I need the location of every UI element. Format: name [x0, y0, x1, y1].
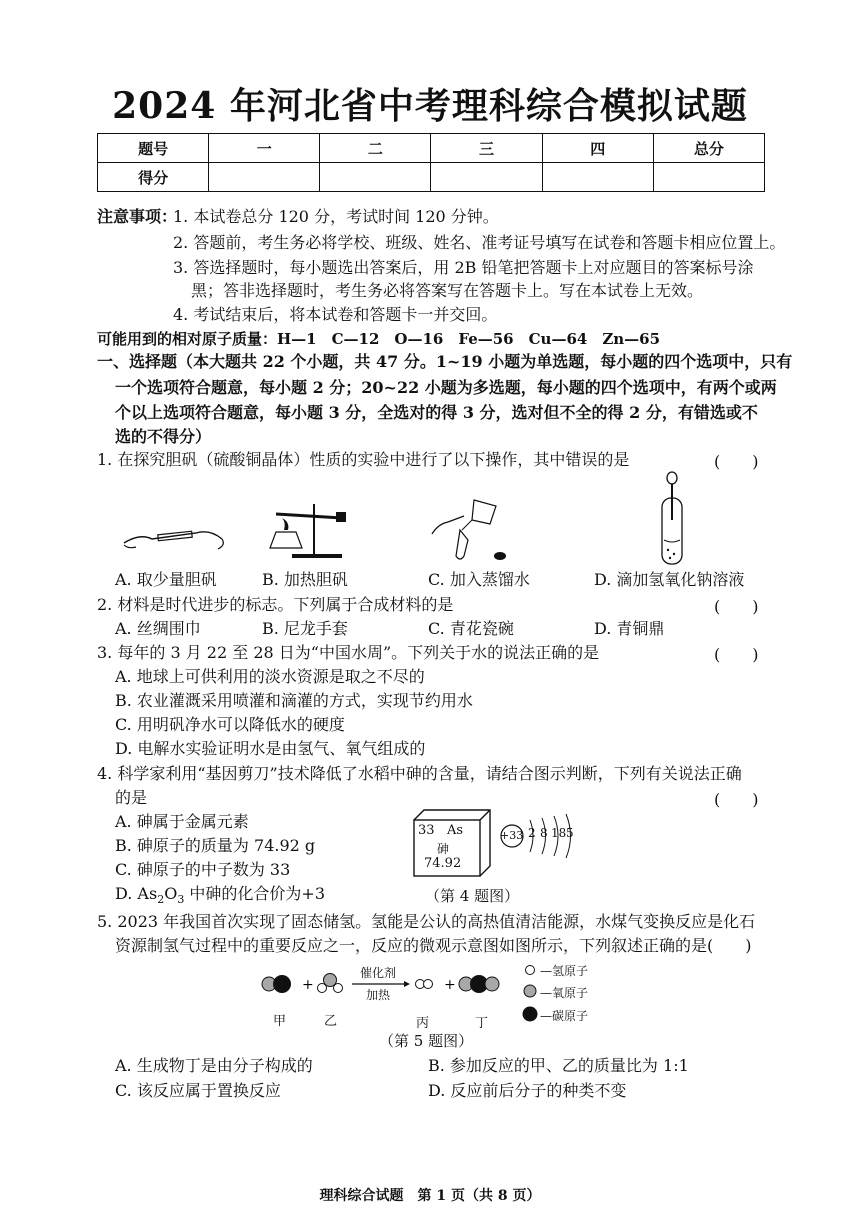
element-mass: 74.92: [424, 856, 462, 871]
score-table: [97, 133, 765, 192]
q4-option-d-sub3: 3: [177, 893, 185, 907]
q4-option-d-mid: O: [164, 884, 178, 903]
q1-figure-c: [424, 494, 516, 564]
q1-figure-b: [262, 498, 362, 560]
q2-option-c: C. 青花瓷碗: [428, 619, 514, 638]
q1-option-d: D. 滴加氢氧化钠溶液: [594, 570, 745, 589]
q4-figure-caption: （第 4 题图）: [425, 887, 520, 905]
q1-answer-bracket[interactable]: ( ): [714, 452, 759, 471]
q4-option-d-sub2: 2: [157, 893, 165, 907]
q4-answer-bracket[interactable]: ( ): [714, 790, 759, 809]
score-blank[interactable]: [320, 163, 431, 192]
q2-option-d: D. 青铜鼎: [594, 619, 665, 638]
q4-option-c: C. 砷原子的中子数为 33: [115, 860, 291, 879]
q2-option-b: B. 尼龙手套: [262, 619, 348, 638]
atomic-masses: 可能用到的相对原子质量：H—1 C—12 O—16 Fe—56 Cu—64 Zn—65: [97, 330, 661, 348]
q4-option-b: B. 砷原子的质量为 74.92 g: [115, 836, 316, 855]
q5-label-jia: 甲: [273, 1014, 287, 1029]
q4-option-d: [115, 883, 325, 911]
score-table-header-row: [98, 134, 765, 163]
section-heading-line3: 个以上选项符合题意，每小题 3 分，全选对的得 3 分，选对但不全的得 2 分，有错选或不: [115, 403, 758, 422]
atom-shell-3: 18: [551, 826, 567, 840]
page-title: 2024 年河北省中考理科综合模拟试题: [112, 85, 748, 127]
page-footer: 理科综合试题 第 1 页（共 8 页）: [319, 1188, 541, 1204]
q1-option-c: C. 加入蒸馏水: [428, 570, 530, 589]
q5-reaction-diagram: [258, 968, 558, 1004]
q5-option-c: C. 该反应属于置换反应: [115, 1081, 281, 1100]
section-heading-line2: 一个选项符合题意，每小题 2 分；20~22 小题为多选题，每小题的四个选项中，有两个或两: [115, 378, 777, 397]
q5-option-d: D. 反应前后分子的种类不变: [428, 1081, 627, 1100]
atom-shell-1: 2: [528, 826, 536, 840]
q5-figure-caption: （第 5 题图）: [379, 1032, 474, 1050]
q4-option-a: A. 砷属于金属元素: [115, 812, 249, 831]
q4-option-d-post: 中砷的化合价为+3: [184, 884, 326, 903]
element-symbol: As: [447, 823, 464, 838]
q2-answer-bracket[interactable]: ( ): [714, 597, 759, 616]
score-cell-part4: 四: [542, 134, 653, 163]
q5-catalyst-label: 催化剂: [360, 966, 397, 980]
q1-option-a: A. 取少量胆矾: [115, 570, 217, 589]
q5-stem-line2: 资源制氢气过程中的重要反应之一，反应的微观示意图如图所示，下列叙述正确的是( ): [115, 936, 752, 955]
legend-oxygen: —氧原子: [540, 986, 589, 1000]
q3-option-b: B. 农业灌溉采用喷灌和滴灌的方式，实现节约用水: [115, 691, 473, 710]
q3-option-c: C. 用明矾净水可以降低水的硬度: [115, 715, 345, 734]
score-cell-total: 总分: [653, 134, 764, 163]
atom-nucleus: +33: [500, 829, 524, 842]
atom-shell-2: 8: [540, 826, 548, 840]
score-table-score-row: [98, 163, 765, 192]
notice-item-2: 2. 答题前，考生务必将学校、班级、姓名、准考证号填写在试卷和答题卡相应位置上。: [173, 233, 786, 252]
section-heading-line4: 选的不得分）: [115, 427, 212, 446]
element-name: 砷: [437, 842, 450, 856]
q3-option-a: A. 地球上可供利用的淡水资源是取之不尽的: [115, 667, 425, 686]
q5-option-a: A. 生成物丁是由分子构成的: [115, 1056, 313, 1075]
score-cell-part3: 三: [431, 134, 542, 163]
q4-option-d-pre: D. As: [115, 884, 158, 903]
q3-answer-bracket[interactable]: ( ): [714, 645, 759, 664]
score-row-label: 得分: [98, 163, 209, 192]
atom-shell-4: 5: [566, 826, 574, 840]
score-blank[interactable]: [209, 163, 320, 192]
q5-label-yi: 乙: [324, 1014, 338, 1029]
q1-figure-d: [652, 470, 692, 568]
notice-item-4: 4. 考试结束后，将本试卷和答题卡一并交回。: [173, 305, 498, 324]
svg-text:+: +: [444, 977, 456, 993]
notice-item-1: 1. 本试卷总分 120 分，考试时间 120 分钟。: [173, 207, 499, 226]
q1-option-b: B. 加热胆矾: [262, 570, 348, 589]
score-cell-part2: 二: [320, 134, 431, 163]
q5-stem-line1: 5. 2023 年我国首次实现了固态储氢。氢能是公认的高热值清洁能源，水煤气变换反应是化石: [97, 912, 756, 931]
q5-label-ding: 丁: [475, 1016, 489, 1031]
q5-legend-icons: [522, 962, 542, 1024]
q5-heat-label: 加热: [366, 988, 391, 1002]
score-cell-part1: 一: [209, 134, 320, 163]
q1-figure-a: [118, 515, 228, 555]
element-number: 33: [418, 823, 435, 838]
score-cell-label: 题号: [98, 134, 209, 163]
notice-item-3: 3. 答选择题时，每小题选出答案后，用 2B 铅笔把答题卡上对应题目的答案标号涂: [173, 258, 754, 277]
legend-hydrogen: —氢原子: [540, 964, 589, 978]
q5-label-bing: 丙: [416, 1016, 430, 1031]
score-blank[interactable]: [653, 163, 764, 192]
q3-stem: 3. 每年的 3 月 22 至 28 日为“中国水周”。下列关于水的说法正确的是: [97, 643, 600, 662]
score-blank[interactable]: [542, 163, 653, 192]
q2-stem: 2. 材料是时代进步的标志。下列属于合成材料的是: [97, 595, 454, 614]
score-blank[interactable]: [431, 163, 542, 192]
section-heading-line1: 一、选择题（本大题共 22 个小题，共 47 分。1~19 小题为单选题，每小题的四个选项中，只有: [97, 352, 793, 371]
q4-stem-line2: 的是: [115, 788, 148, 807]
q1-stem: 1. 在探究胆矾（硫酸铜晶体）性质的实验中进行了以下操作，其中错误的是: [97, 450, 630, 469]
legend-carbon: —碳原子: [540, 1009, 589, 1023]
svg-text:+: +: [302, 977, 314, 993]
q3-option-d: D. 电解水实验证明水是由氢气、氧气组成的: [115, 739, 426, 758]
notice-label: 注意事项：: [97, 207, 178, 226]
q2-option-a: A. 丝绸围巾: [115, 619, 201, 638]
q4-stem-line1: 4. 科学家利用“基因剪刀”技术降低了水稻中砷的含量，请结合图示判断，下列有关说法正确: [97, 764, 742, 783]
notice-item-3-cont: 黑；答非选择题时，考生务必将答案写在答题卡上。写在本试卷上无效。: [191, 281, 704, 300]
q5-option-b: B. 参加反应的甲、乙的质量比为 1:1: [428, 1056, 689, 1075]
